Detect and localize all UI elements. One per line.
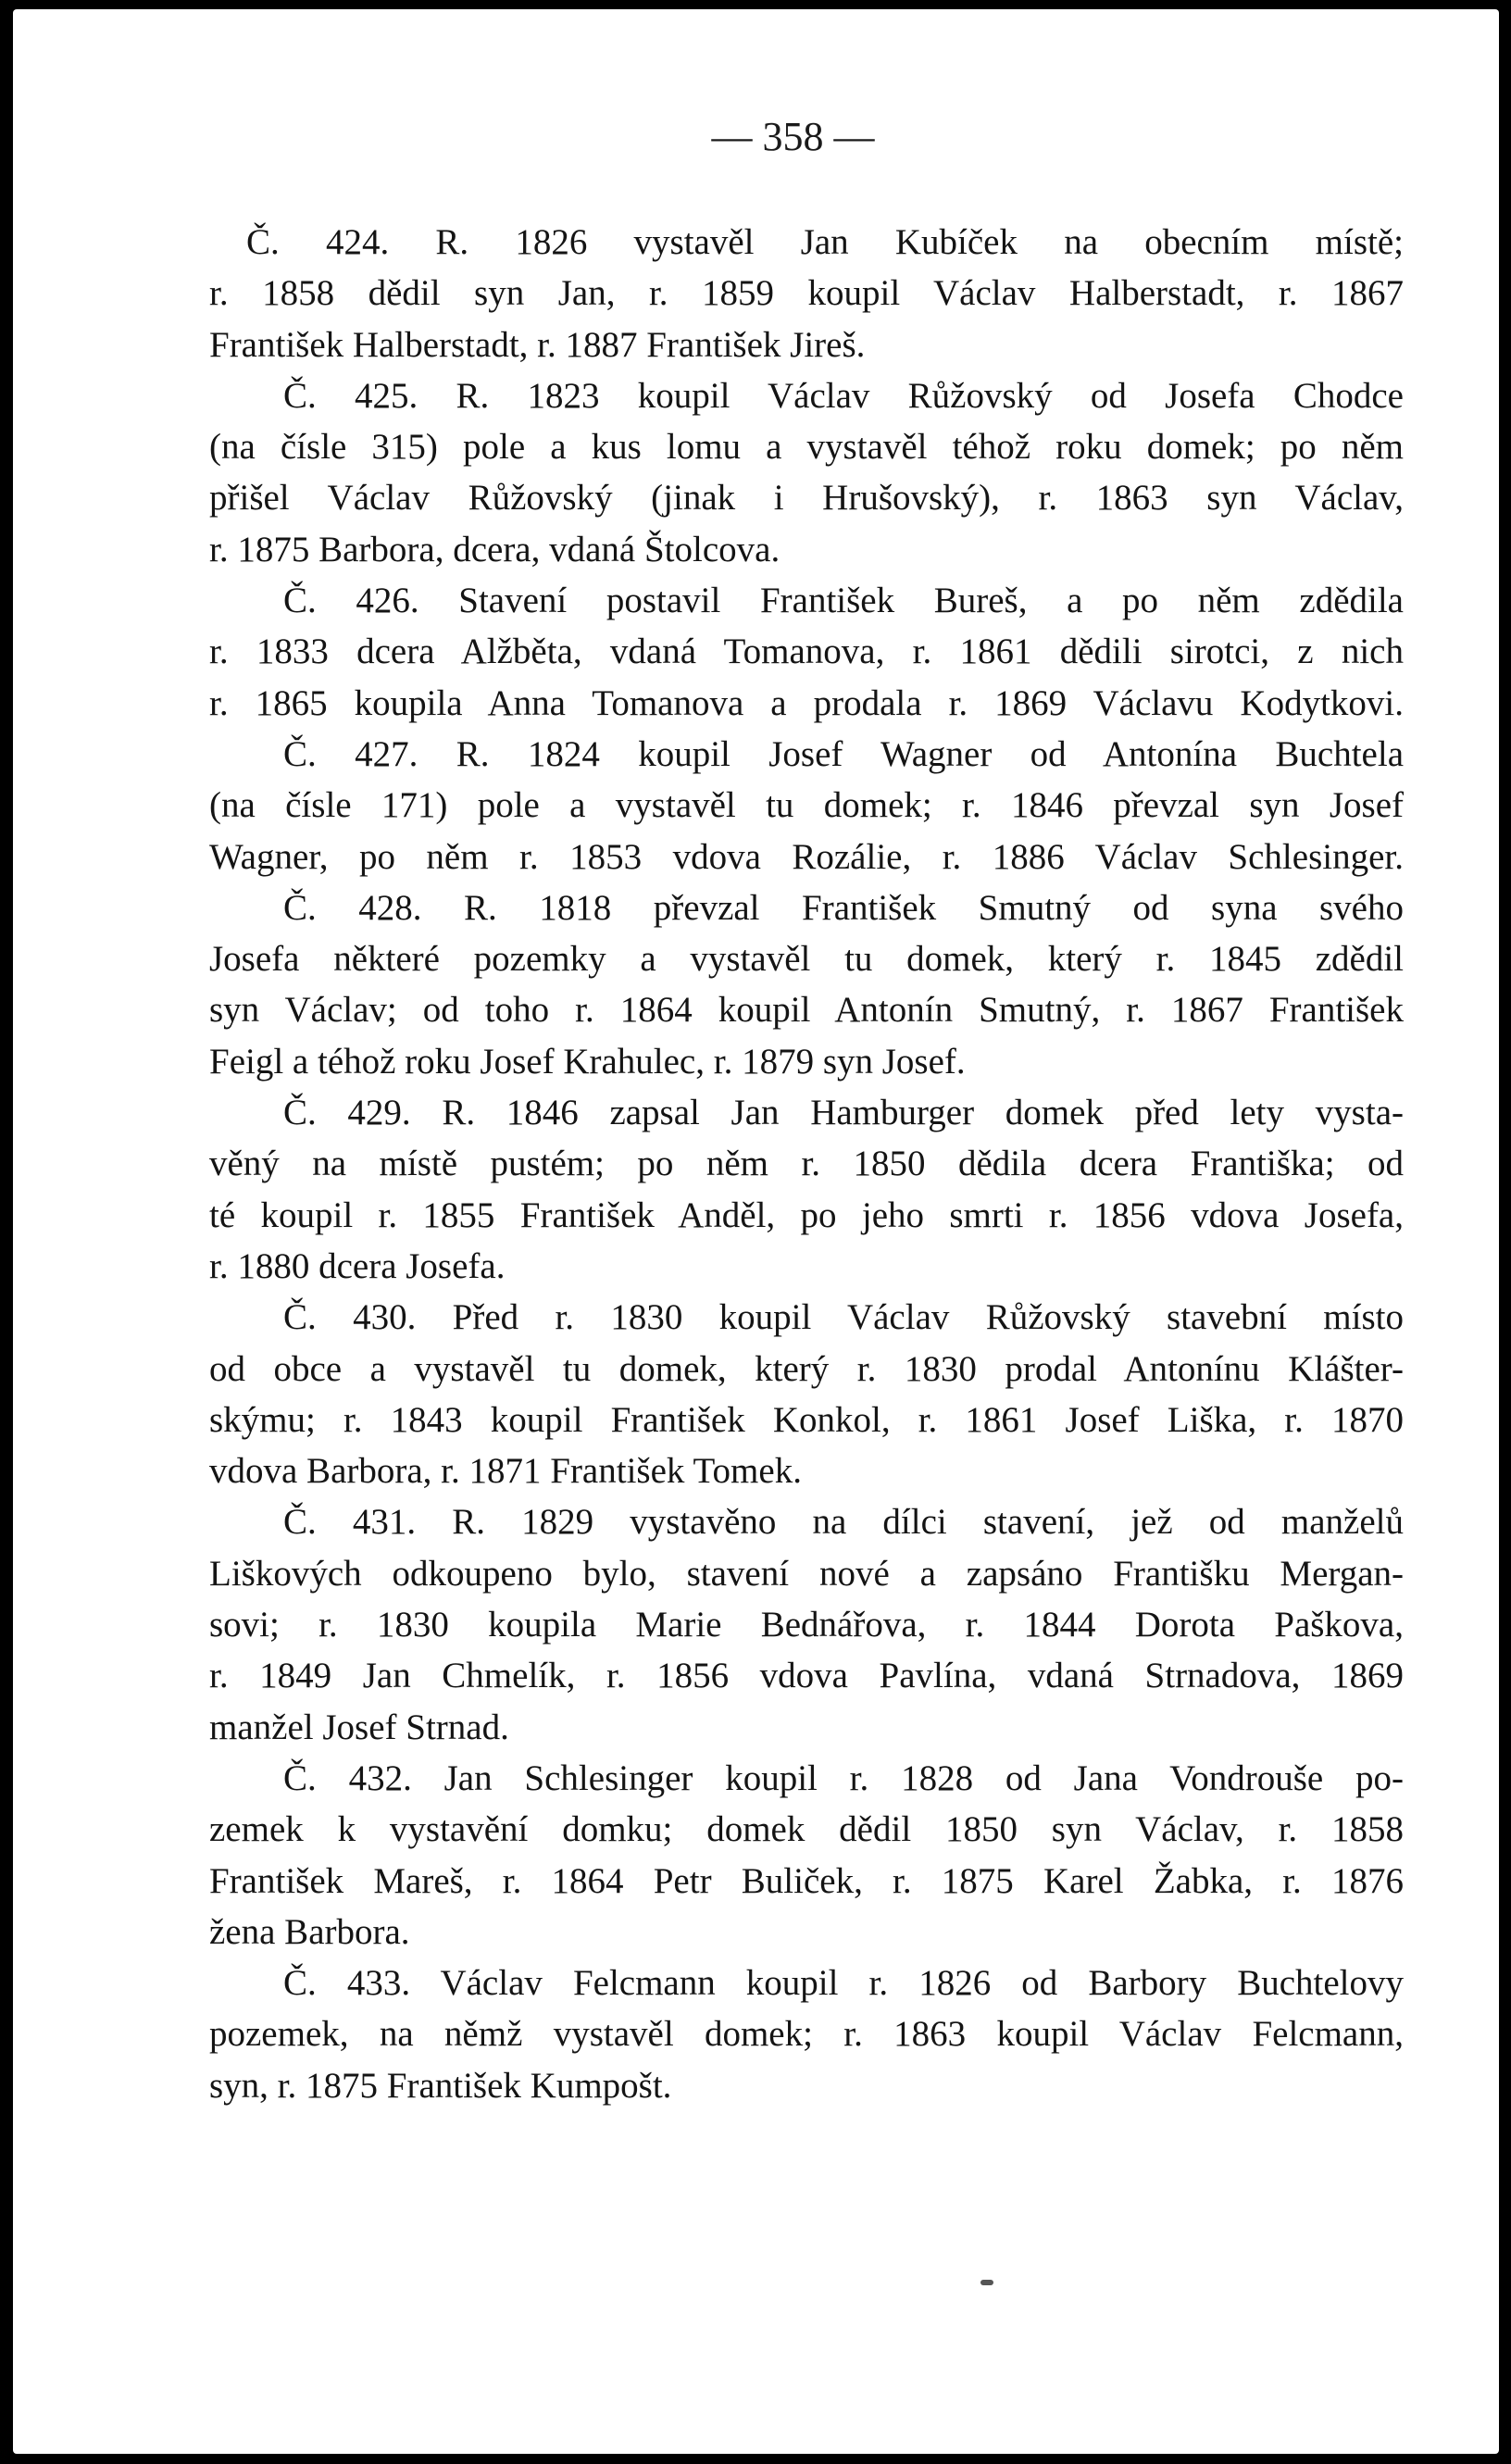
text-line: od obce a vystavěl tu domek, který r. 1830 prodal Antonínu Klášter- [209,1348,1404,1389]
text-line: vdova Barbora, r. 1871 František Tomek. [209,1451,802,1492]
text-line: Č. 433. Václav Felcmann koupil r. 1826 od Barbory Buchtelovy [283,1963,1404,2004]
page-number: — 358 — [711,114,875,159]
text-line: (na čísle 171) pole a vystavěl tu domek; r. 1846 převzal syn Josef [209,785,1404,826]
text-line: Wagner, po něm r. 1853 vdova Rozálie, r. 1886 Václav Schlesinger. [209,836,1404,877]
text-line: Josefa některé pozemky a vystavěl tu domek, který r. 1845 zdědil [209,939,1404,980]
text-line: Č. 428. R. 1818 převzal František Smutný od syna svého [283,887,1404,928]
text-line: skýmu; r. 1843 koupil František Konkol, r. 1861 Josef Liška, r. 1870 [209,1399,1404,1440]
text-line: syn Václav; od toho r. 1864 koupil Antonín Smutný, r. 1867 František [209,990,1404,1031]
text-line: Č. 430. Před r. 1830 koupil Václav Růžovský stavební místo [283,1297,1404,1338]
text-line: přišel Václav Růžovský (jinak i Hrušovský), r. 1863 syn Václav, [209,478,1404,519]
text-line: syn, r. 1875 František Kumpošt. [209,2065,672,2106]
text-line: Č. 424. R. 1826 vystavěl Jan Kubíček na obecním místě; [246,222,1404,262]
text-line: manžel Josef Strnad. [209,1707,509,1747]
text-line: Č. 429. R. 1846 zapsal Jan Hamburger domek před lety vysta- [283,1093,1404,1133]
book-page [13,9,1499,2454]
text-line: Liškových odkoupeno bylo, stavení nové a zapsáno Františku Mergan- [209,1553,1404,1594]
text-line: r. 1849 Jan Chmelík, r. 1856 vdova Pavlína, vdaná Strnadova, 1869 [209,1656,1404,1696]
text-line: zemek k vystavění domku; domek dědil 1850 syn Václav, r. 1858 [209,1809,1404,1850]
text-line: žena Barbora. [209,1911,410,1952]
text-line: r. 1865 koupila Anna Tomanova a prodala r. 1869 Václavu Kodytkovi. [209,682,1404,723]
text-line: Č. 431. R. 1829 vystavěno na dílci stavení, jež od manželů [283,1502,1404,1543]
text-line: Č. 425. R. 1823 koupil Václav Růžovský od Josefa Chodce [283,375,1404,416]
text-line: Č. 427. R. 1824 koupil Josef Wagner od Antonína Buchtela [283,733,1404,774]
text-line: František Mareš, r. 1864 Petr Buliček, r. 1875 Karel Žabka, r. 1876 [209,1860,1404,1901]
text-line: pozemek, na němž vystavěl domek; r. 1863 koupil Václav Felcmann, [209,2014,1404,2055]
text-line: (na čísle 315) pole a kus lomu a vystavěl téhož roku domek; po něm [209,427,1404,468]
text-line: Č. 426. Stavení postavil František Bureš, a po něm zdědila [283,581,1404,621]
body-text [209,217,1404,2111]
text-line: Feigl a téhož roku Josef Krahulec, r. 1879 syn Josef. [209,1041,966,1082]
text-line: r. 1833 dcera Alžběta, vdaná Tomanova, r. 1861 dědili sirotci, z nich [209,632,1404,672]
ink-speck [980,2280,993,2285]
text-line: r. 1875 Barbora, dcera, vdaná Štolcova. [209,529,780,569]
text-line: té koupil r. 1855 František Anděl, po jeho smrti r. 1856 vdova Josefa, [209,1194,1404,1235]
text-line: sovi; r. 1830 koupila Marie Bednářova, r. 1844 Dorota Paškova, [209,1605,1404,1645]
text-line: věný na místě pustém; po něm r. 1850 dědila dcera Františka; od [209,1144,1404,1184]
text-line: r. 1858 dědil syn Jan, r. 1859 koupil Václav Halberstadt, r. 1867 [209,273,1404,314]
text-line: František Halberstadt, r. 1887 František Jireš. [209,324,866,365]
text-line: Č. 432. Jan Schlesinger koupil r. 1828 od Jana Vondrouše po- [283,1757,1404,1798]
text-line: r. 1880 dcera Josefa. [209,1245,506,1286]
